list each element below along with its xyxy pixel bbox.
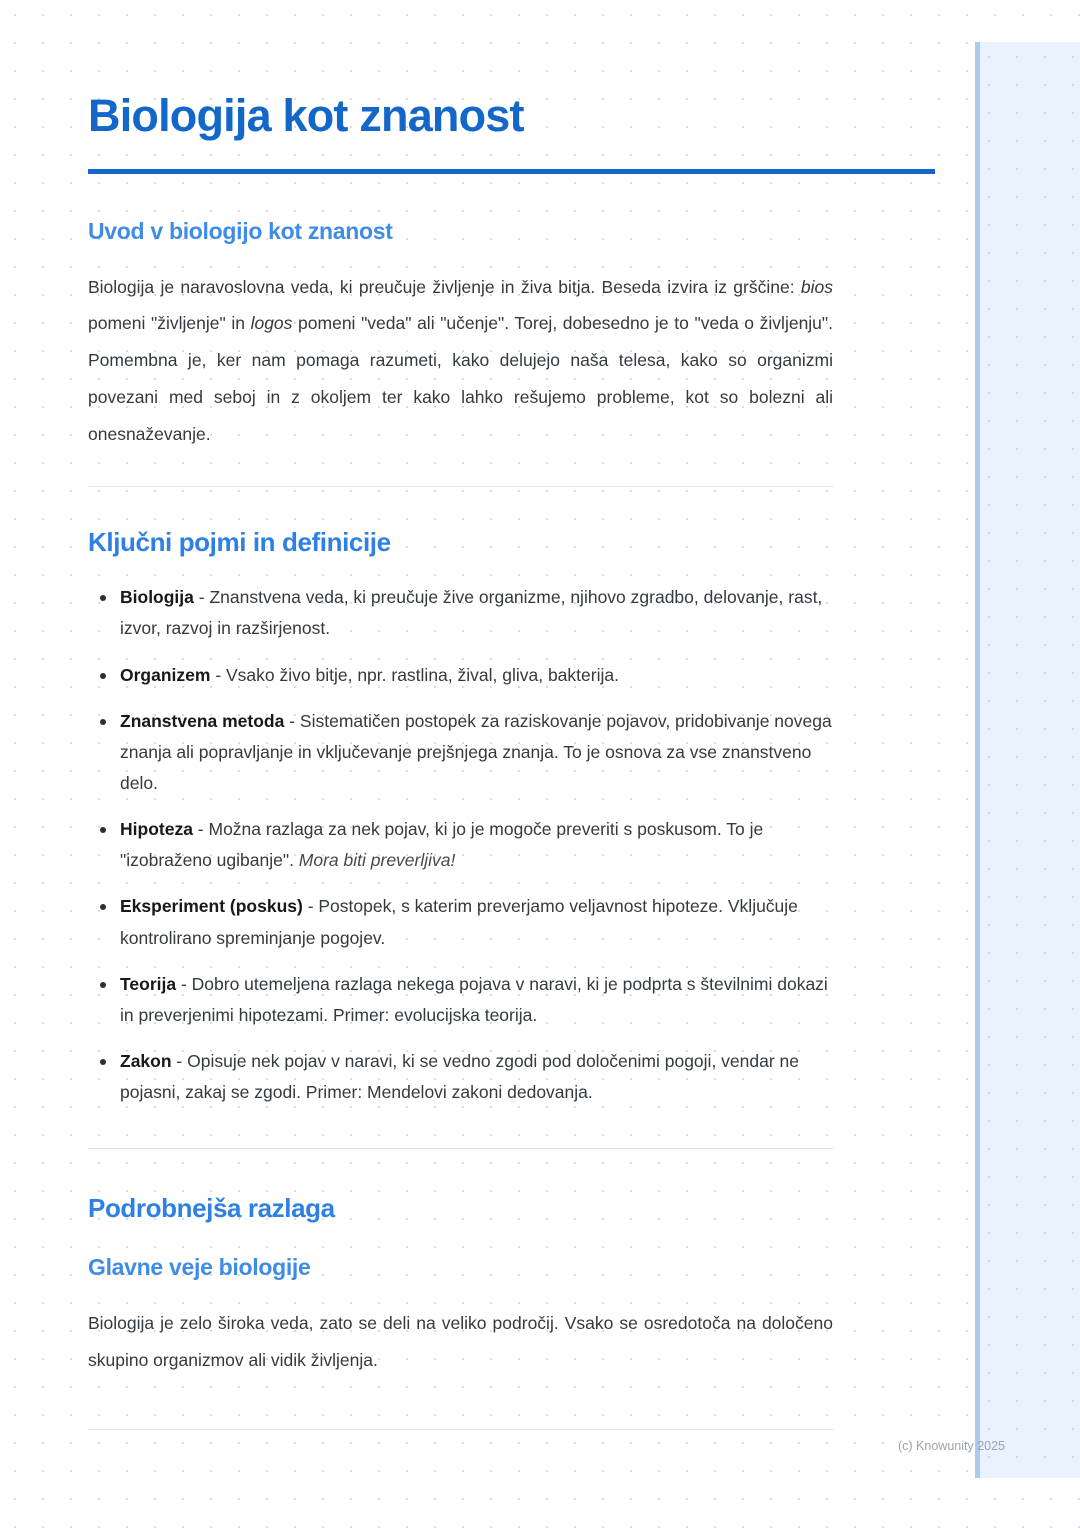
term-note: Mora biti preverljiva! bbox=[298, 850, 456, 871]
section-heading-intro: Uvod v biologijo kot znanost bbox=[88, 217, 393, 244]
footer-watermark: (c) Knowunity 2025 bbox=[898, 1439, 1006, 1453]
key-terms-list bbox=[88, 582, 833, 1108]
page-title: Biologija kot znanost bbox=[88, 90, 524, 141]
term-definition: - Dobro utemeljena razlaga nekega pojava v naravi, ki je podprta s številnimi dokazi in preverjenimi hipotezami. Primer: evolucijska teorija. bbox=[120, 973, 828, 1025]
list-item bbox=[88, 582, 833, 644]
list-item bbox=[88, 814, 833, 876]
term-name: Teorija bbox=[120, 973, 177, 994]
term-name: Biologija bbox=[120, 587, 194, 608]
list-item bbox=[88, 1046, 833, 1108]
term-definition: - Postopek, s katerim preverjamo veljavnost hipoteze. Vključuje kontrolirano spreminjanje pogojev. bbox=[120, 896, 798, 948]
term-definition: - Znanstvena veda, ki preučuje žive organizme, njihovo zgradbo, delovanje, rast, izvor, razvoj in razširjenost. bbox=[120, 587, 823, 639]
term-definition: - Sistematičen postopek za raziskovanje pojavov, pridobivanje novega znanja ali popravljanje in vključevanje prejšnjega znanja. To je osnova za vse znanstveno delo. bbox=[120, 710, 832, 794]
intro-emphasis-bios: bios bbox=[800, 276, 833, 297]
term-name: Eksperiment (poskus) bbox=[120, 896, 303, 917]
side-panel-accent-line bbox=[975, 42, 980, 1478]
subsection-heading-branches: Glavne veje biologije bbox=[88, 1254, 311, 1281]
term-name: Zakon bbox=[120, 1051, 172, 1072]
decorative-side-panel bbox=[975, 42, 1080, 1478]
section-heading-detailed: Podrobnejša razlaga bbox=[88, 1193, 335, 1224]
term-definition: - Možna razlaga za nek pojav, ki jo je mogoče preveriti s poskusom. To je "izobraženo ugibanje". bbox=[120, 819, 764, 871]
intro-emphasis-logos: logos bbox=[250, 313, 293, 334]
term-definition: - Vsako živo bitje, npr. rastlina, žival, gliva, bakterija. bbox=[210, 664, 619, 685]
intro-paragraph bbox=[88, 269, 833, 453]
list-item bbox=[88, 891, 833, 953]
intro-text-1: Biologija je naravoslovna veda, ki preučuje življenje in živa bitja. Beseda izvira iz grščine: bbox=[88, 276, 801, 297]
document-content bbox=[88, 0, 833, 1430]
divider-bottom bbox=[88, 1429, 833, 1430]
term-name: Hipoteza bbox=[120, 819, 193, 840]
term-name: Organizem bbox=[120, 664, 211, 685]
intro-text-2: pomeni "življenje" in bbox=[88, 313, 251, 334]
list-item bbox=[88, 660, 833, 691]
term-name: Znanstvena metoda bbox=[120, 710, 285, 731]
intro-text-3: pomeni "veda" ali "učenje". Torej, dobesedno je to "veda o življenju". Pomembna je, ker nam pomaga razumeti, kako delujejo naša telesa, kako so organizmi povezani med seboj in z okoljem ter kako lahko rešujemo probleme, kot so bolezni ali onesnaževanje. bbox=[88, 313, 833, 444]
section-heading-key-terms: Ključni pojmi in definicije bbox=[88, 527, 391, 558]
detailed-paragraph: Biologija je zelo široka veda, zato se deli na veliko področij. Vsako se osredotoča na določeno skupino organizmov ali vidik življenja. bbox=[88, 1313, 833, 1371]
term-definition: - Opisuje nek pojav v naravi, ki se vedno zgodi pod določenimi pogoji, vendar ne pojasni, zakaj se zgodi. Primer: Mendelovi zakoni dedovanja. bbox=[120, 1051, 800, 1103]
list-item bbox=[88, 969, 833, 1031]
list-item bbox=[88, 706, 833, 799]
